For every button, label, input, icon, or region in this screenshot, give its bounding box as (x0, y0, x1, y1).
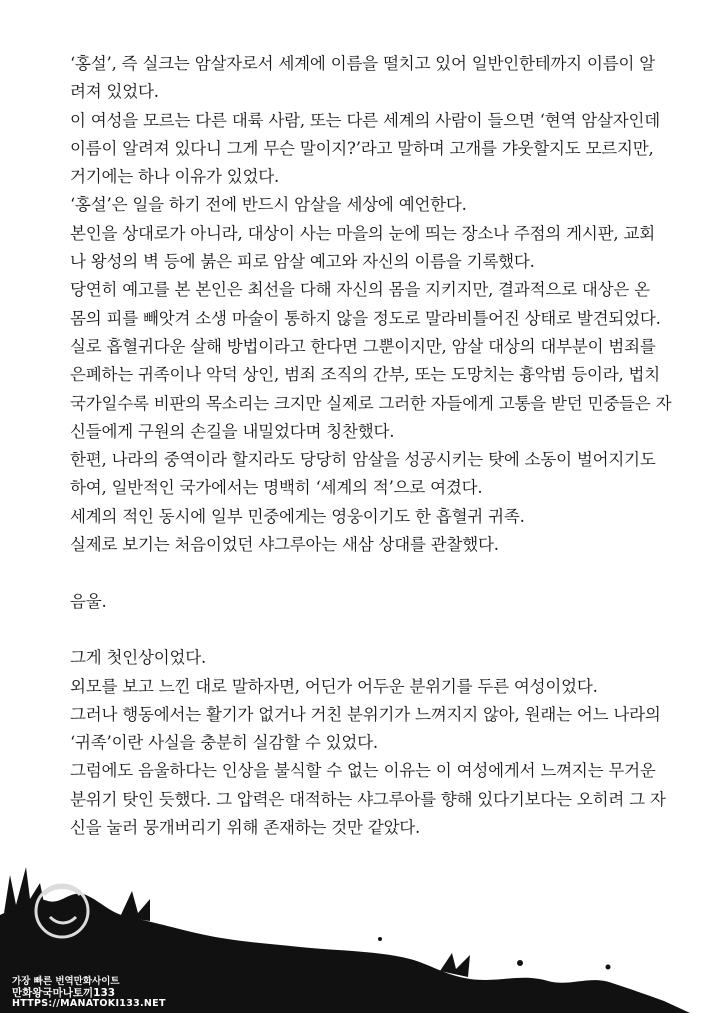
text-line: 분위기 탓인 듯했다. 그 압력은 대적하는 샤그루아를 향해 있다기보다는 오히려 그 자 (70, 789, 666, 809)
watermark-site-name: 만화왕국마나토끼133 (12, 987, 116, 999)
text-line: 실제로 보기는 처음이었던 샤그루아는 새삼 상대를 관찰했다. (70, 535, 499, 555)
text-line: 그러나 행동에서는 활기가 없거나 거친 분위기가 느껴지지 않아, 원래는 어느 나라의 (70, 704, 661, 724)
text-line: 본인을 상대로가 아니라, 대상이 사는 마을의 눈에 띄는 장소나 주점의 게시판, 교회 (70, 223, 655, 243)
blank-line (70, 616, 670, 644)
text-line: 신들에게 구원의 손길을 내밀었다며 칭찬했다. (70, 421, 395, 441)
novel-text (70, 50, 670, 842)
text-line: 나 왕성의 벽 등에 붉은 피로 암살 예고와 자신의 이름을 기록했다. (70, 252, 535, 272)
text-line: 한편, 나라의 중역이라 할지라도 당당히 암살을 성공시키는 탓에 소동이 벌어지기도 (70, 450, 656, 470)
text-line: 외모를 보고 느낀 대로 말하자면, 어딘가 어두운 분위기를 두른 여성이었다. (70, 676, 598, 696)
text-line: 몸의 피를 빼앗겨 소생 마술이 통하지 않을 정도로 말라비틀어진 상태로 발견되었다. (70, 308, 661, 328)
text-line: 국가일수록 비판의 목소리는 크지만 실제로 그러한 자들에게 고통을 받던 민중들은 자 (70, 393, 672, 413)
text-line: 이름이 알려져 있다니 그게 무슨 말이지?’라고 말하며 고개를 갸웃할지도 모르지만, (70, 138, 654, 158)
watermark-url: HTTPS://MANATOKI133.NET (12, 998, 166, 1009)
text-line: 그게 첫인상이었다. (70, 648, 207, 668)
text-line: 신을 눌러 뭉개버리기 위해 존재하는 것만 같았다. (70, 818, 421, 838)
text-line: 하여, 일반적인 국가에서는 명백히 ‘세계의 적’으로 여겼다. (70, 478, 483, 498)
site-watermark (0, 855, 720, 1013)
text-line: 려져 있었다. (70, 82, 159, 102)
text-line: 그럼에도 음울하다는 인상을 불식할 수 없는 이유는 이 여성에게서 느껴지는 무거운 (70, 761, 656, 781)
text-line: 실로 흡혈귀다운 살해 방법이라고 한다면 그뿐이지만, 암살 대상의 대부분이 범죄를 (70, 336, 656, 356)
text-line: 당연히 예고를 본 본인은 최선을 다해 자신의 몸을 지키지만, 결과적으로 대상은 온 (70, 280, 650, 300)
text-line: 음울. (70, 591, 107, 611)
text-line: 세계의 적인 동시에 일부 민중에게는 영웅이기도 한 흡혈귀 귀족. (70, 506, 525, 526)
blank-line (70, 559, 670, 587)
text-line: ‘귀족’이란 사실을 충분히 실감할 수 있었다. (70, 733, 378, 753)
watermark-tagline: 가장 빠른 번역만화사이트 (12, 976, 120, 987)
text-line: ‘홍설’은 일을 하기 전에 반드시 암살을 세상에 예언한다. (70, 195, 467, 215)
text-line: 이 여성을 모르는 다른 대륙 사람, 또는 다른 세계의 사람이 들으면 ‘현역 암살자인데 (70, 110, 661, 130)
text-line: ‘홍설’, 즉 실크는 암살자로서 세계에 이름을 떨치고 있어 일반인한테까지 이름이 알 (70, 54, 655, 73)
text-line: 은폐하는 귀족이나 악덕 상인, 범죄 조직의 간부, 또는 도망치는 흉악범 등이라, 법치 (70, 365, 661, 385)
text-line: 거기에는 하나 이유가 있었다. (70, 167, 280, 187)
